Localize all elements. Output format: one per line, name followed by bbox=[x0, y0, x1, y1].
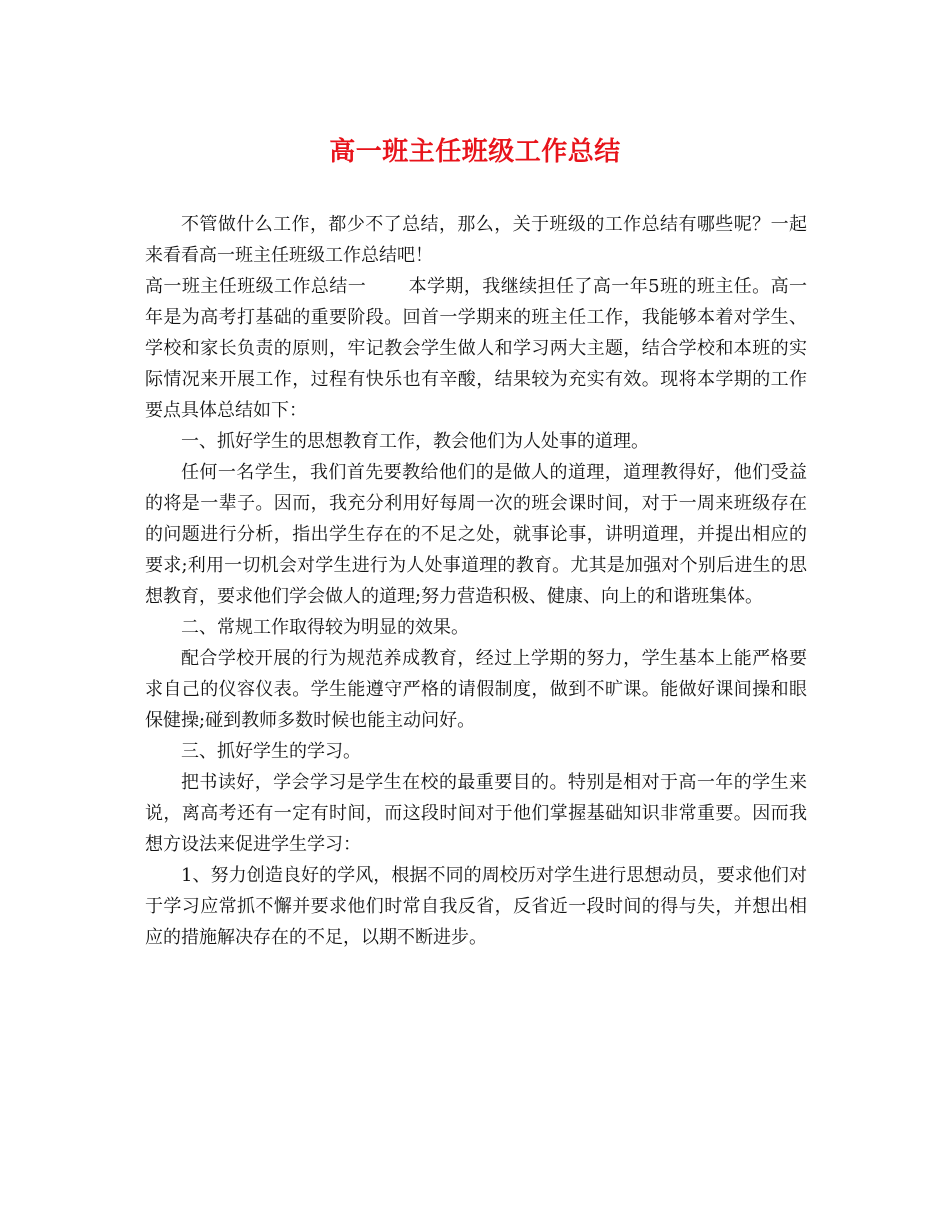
document-body bbox=[145, 209, 807, 953]
section-paragraph bbox=[145, 271, 807, 426]
paragraph-3: 把书读好，学会学习是学生在校的最重要目的。特别是相对于高一年的学生来说，离高考还有一定有时间，而这段时间对于他们掌握基础知识非常重要。因而我想方设法来促进学生学习： bbox=[145, 772, 807, 855]
heading-3: 三、抓好学生的学习。 bbox=[181, 741, 361, 762]
section-opening: 本学期，我继续担任了高一年5班的班主任。高一年是为高考打基础的重要阶段。回首一学期来的班主任工作，我能够本着对学生、学校和家长负责的原则，牢记教会学生做人和学习两大主题，结合学校和本班的实际情况来开展工作，过程有快乐也有辛酸，结果较为充实有效。现将本学期的工作要点具体总结如下： bbox=[145, 276, 808, 421]
paragraph-1: 任何一名学生，我们首先要教给他们的是做人的道理，道理教得好，他们受益的将是一辈子。因而，我充分利用好每周一次的班会课时间，对于一周来班级存在的问题进行分析，指出学生存在的不足之处，就事论事，讲明道理，并提出相应的要求;利用一切机会对学生进行为人处事道理的教育。尤其是加强对个别后进生的思想教育，要求他们学会做人的道理;努力营造积极、健康、向上的和谐班集体。 bbox=[145, 462, 807, 607]
document-title: 高一班主任班级工作总结 bbox=[329, 137, 621, 167]
heading-1: 一、抓好学生的思想教育工作，教会他们为人处事的道理。 bbox=[181, 431, 649, 452]
paragraph-2: 配合学校开展的行为规范养成教育，经过上学期的努力，学生基本上能严格要求自己的仪容仪表。学生能遵守严格的请假制度，做到不旷课。能做好课间操和眼保健操;碰到教师多数时候也能主动问好。 bbox=[145, 648, 807, 731]
intro-paragraph: 不管做什么工作，都少不了总结，那么，关于班级的工作总结有哪些呢？一起来看看高一班主任班级工作总结吧！ bbox=[145, 214, 807, 266]
list-item-1: 1、努力创造良好的学风，根据不同的周校历对学生进行思想动员，要求他们对于学习应常抓不懈并要求他们时常自我反省，反省近一段时间的得与失，并想出相应的措施解决存在的不足，以期不断进步。 bbox=[145, 865, 807, 948]
section-label: 高一班主任班级工作总结一 bbox=[145, 276, 367, 297]
heading-2: 二、常规工作取得较为明显的效果。 bbox=[181, 617, 469, 638]
